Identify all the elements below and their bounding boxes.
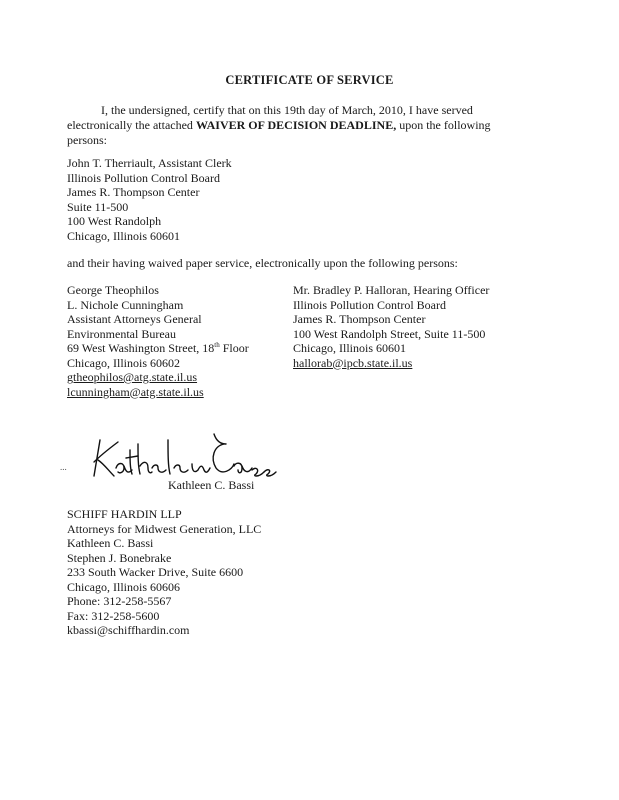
firm-line: Attorneys for Midwest Generation, LLC — [67, 521, 262, 536]
email-link-cunningham[interactable]: lcunningham@atg.state.il.us — [67, 384, 204, 399]
intro-text-1: I, the undersigned, certify that on this 19th day of March, 2010, I have served electronically the attached — [67, 103, 473, 132]
clerk-line: Illinois Pollution Control Board — [67, 170, 221, 185]
left-recipient-line: L. Nichole Cunningham — [67, 297, 184, 312]
clerk-line: Chicago, Illinois 60601 — [67, 228, 180, 243]
intro-text-2: upon the following persons: — [67, 118, 491, 147]
firm-line: Stephen J. Bonebrake — [67, 550, 172, 565]
firm-email[interactable]: kbassi@schiffhardin.com — [67, 623, 190, 637]
right-recipient-line: Illinois Pollution Control Board — [293, 297, 447, 312]
intro-paragraph — [67, 103, 507, 148]
waived-service-line: and their having waived paper service, electronically upon the following persons: — [67, 256, 458, 270]
left-recipient-line: Environmental Bureau — [67, 326, 176, 341]
firm-line: 233 South Wacker Drive, Suite 6600 — [67, 565, 244, 579]
street-text: 69 West Washington Street, 18 — [67, 341, 215, 355]
firm-block — [67, 507, 261, 638]
clerk-address-block — [67, 156, 232, 243]
right-recipient-line: James R. Thompson Center — [293, 312, 426, 326]
clerk-line: Suite 11-500 — [67, 199, 129, 214]
left-recipient-line: Assistant Attorneys General — [67, 312, 202, 326]
right-recipient-line: Mr. Bradley P. Halloran, Hearing Officer — [293, 283, 490, 297]
street-floor: Floor — [219, 341, 249, 355]
firm-line: Phone: 312-258-5567 — [67, 594, 172, 608]
clerk-line: John T. Therriault, Assistant Clerk — [67, 156, 232, 170]
left-recipient-line: George Theophilos — [67, 283, 159, 297]
clerk-line: James R. Thompson Center — [67, 185, 200, 199]
right-recipient-line: Chicago, Illinois 60601 — [293, 341, 406, 355]
clerk-line: 100 West Randolph — [67, 214, 162, 228]
firm-line: Kathleen C. Bassi — [67, 536, 154, 550]
street-superscript: th — [214, 341, 220, 349]
signature-dots: ... — [60, 462, 67, 472]
intro-bold-title: WAIVER OF DECISION DEADLINE, — [195, 118, 397, 132]
firm-line: SCHIFF HARDIN LLP — [67, 507, 182, 521]
signer-name: Kathleen C. Bassi — [168, 478, 255, 492]
right-recipients-block — [293, 283, 489, 370]
document-title: CERTIFICATE OF SERVICE — [225, 73, 394, 87]
left-street-line — [67, 341, 249, 356]
email-link-halloran[interactable]: hallorab@ipcb.state.il.us — [293, 355, 413, 370]
left-city-line: Chicago, Illinois 60602 — [67, 355, 180, 370]
left-recipients-block — [67, 283, 249, 399]
firm-line: Chicago, Illinois 60606 — [67, 579, 180, 594]
right-recipient-line: 100 West Randolph Street, Suite 11-500 — [293, 326, 486, 341]
email-link-theophilos[interactable]: gtheophilos@atg.state.il.us — [67, 370, 198, 384]
firm-line: Fax: 312-258-5600 — [67, 608, 160, 623]
